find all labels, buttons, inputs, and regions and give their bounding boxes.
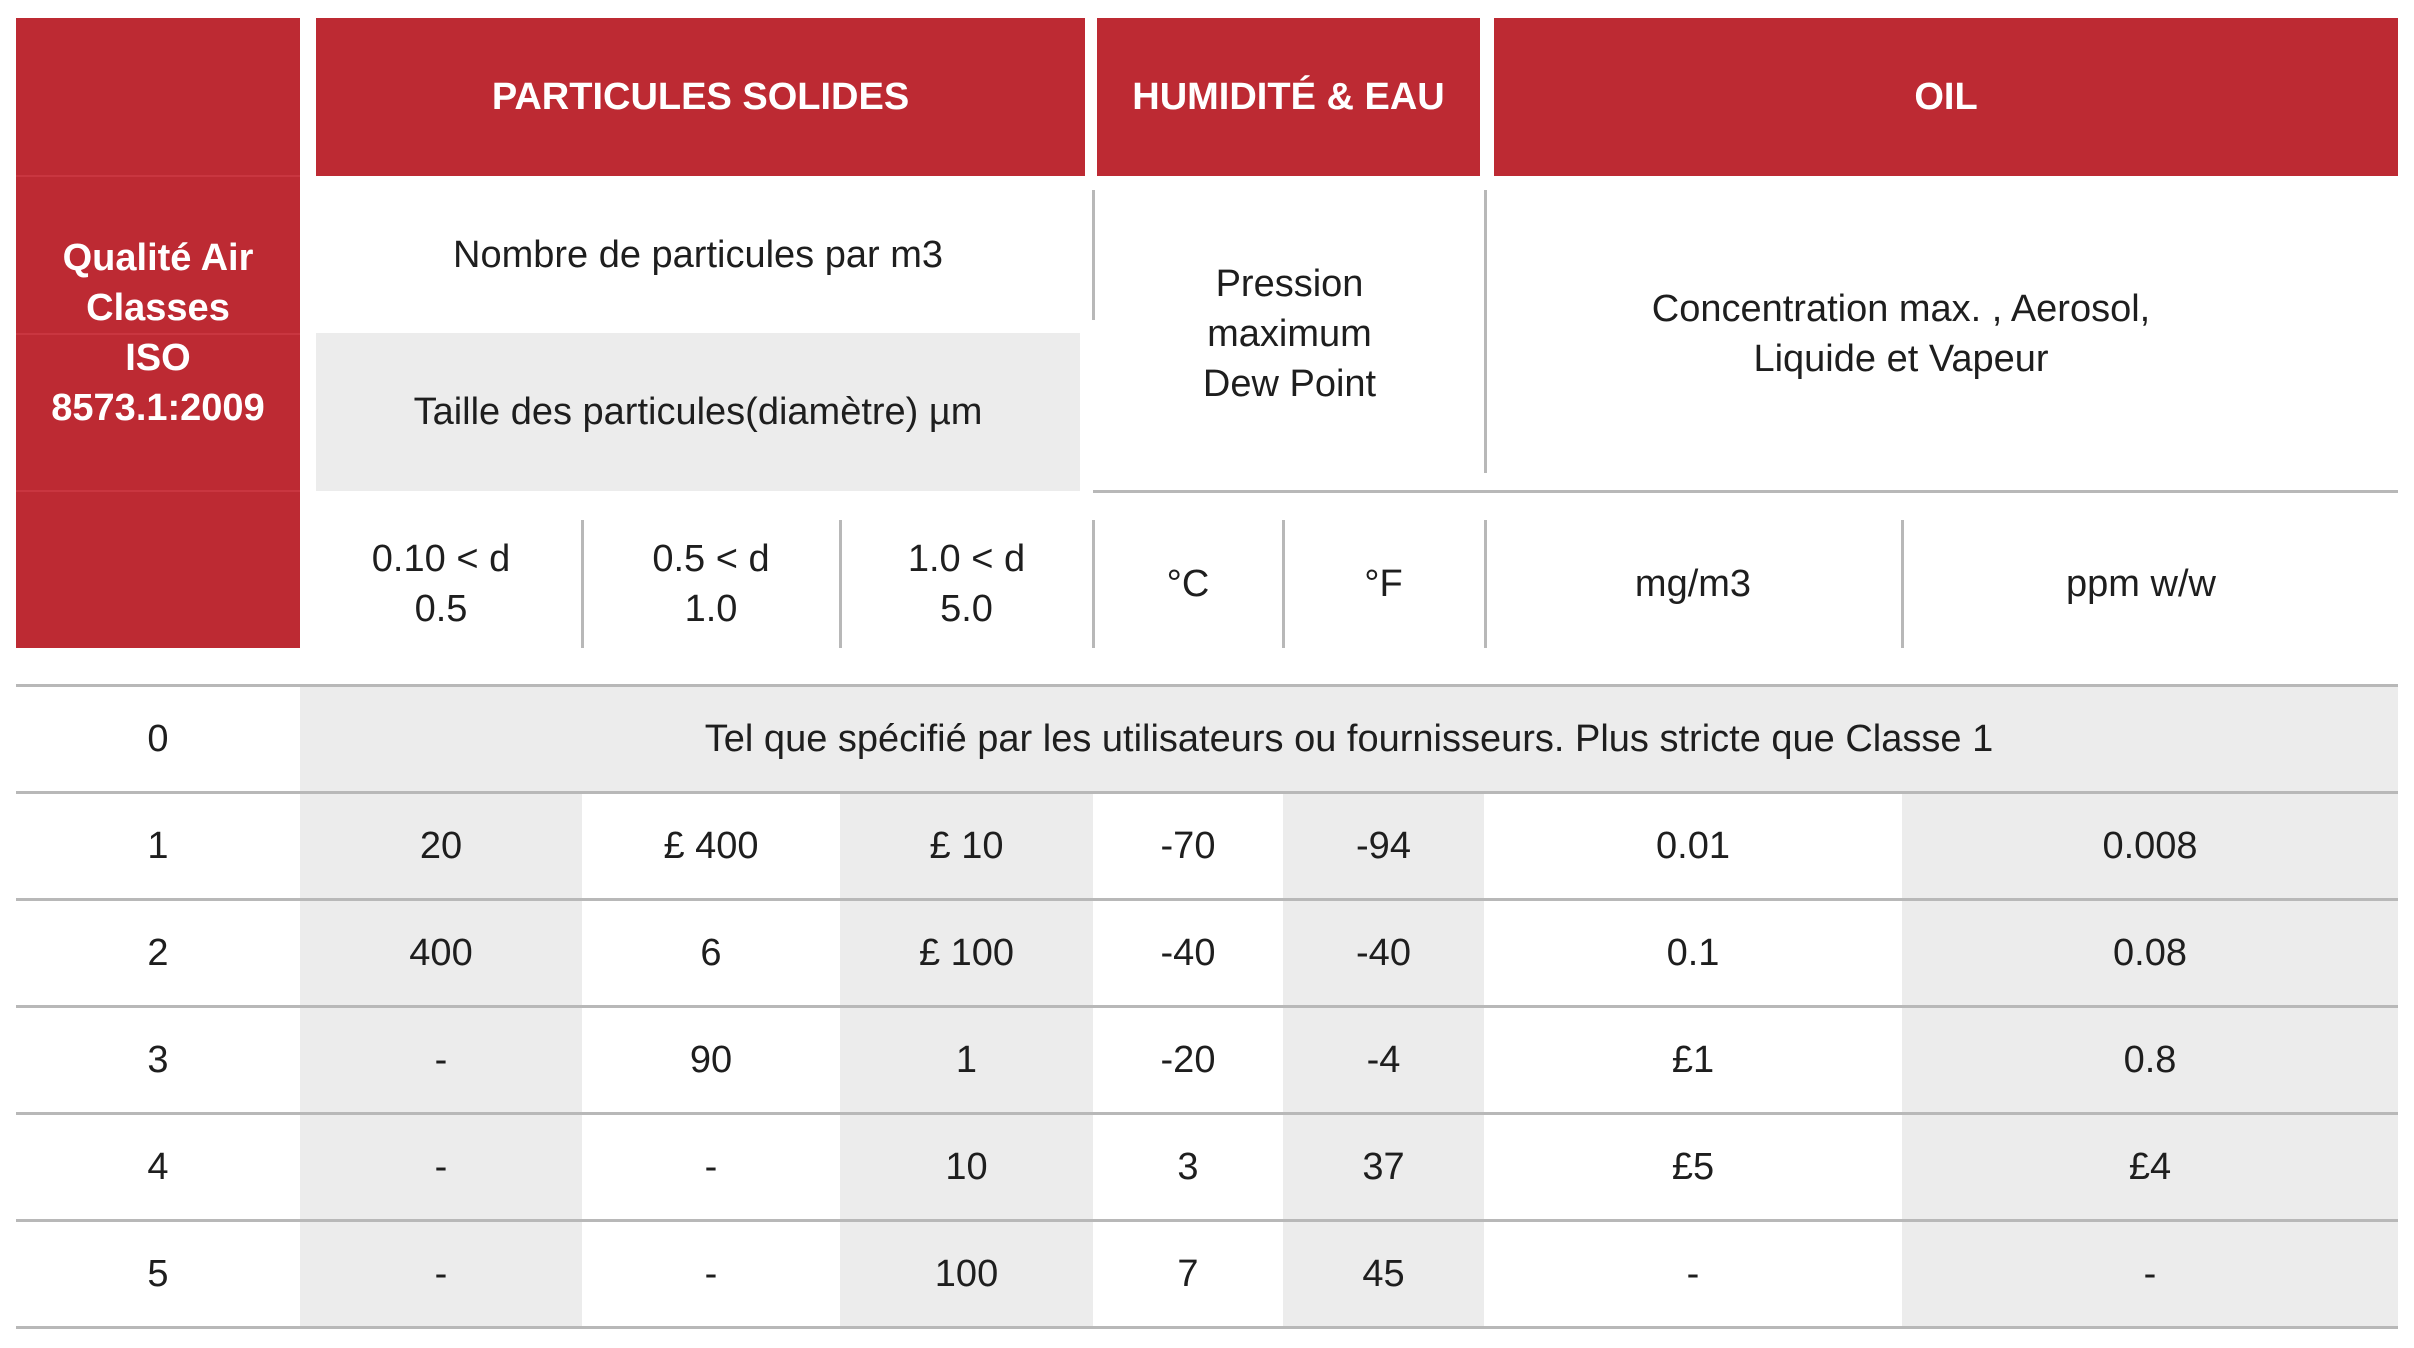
unit-text: 0.10 < d 0.5	[371, 538, 511, 630]
cell-particles-0.5	[582, 1115, 840, 1219]
cell-particles-1.0	[840, 794, 1093, 898]
cell-particles-1.0	[840, 901, 1093, 1005]
cell-particles-0.5	[582, 901, 840, 1005]
cell-text: -	[2143, 1252, 2157, 1295]
cell-text: £4	[2128, 1145, 2172, 1188]
cell-text: £ 100	[918, 931, 1015, 974]
cell-particles-0.1	[300, 1222, 582, 1326]
header-quality-class-text: Qualité Air Classes ISO 8573.1:2009	[51, 237, 265, 429]
cell-text: 90	[689, 1038, 733, 1081]
cell-mg-m3	[1484, 1222, 1902, 1326]
cell-text: 20	[419, 824, 463, 867]
class-label	[16, 794, 300, 898]
cell-fahrenheit	[1283, 1115, 1484, 1219]
unit-text: 0.5 < d 1.0	[652, 538, 770, 630]
particle-size-text: Taille des particules(diamètre) µm	[413, 391, 983, 433]
cell-ppm	[1902, 1115, 2398, 1219]
table-row	[16, 901, 2398, 1005]
unit-divider	[581, 520, 584, 648]
unit-divider	[839, 520, 842, 648]
cell-text: -	[434, 1145, 448, 1188]
cell-text: 37	[1362, 1145, 1405, 1188]
cell-text: £5	[1671, 1145, 1715, 1188]
header-col1-divider	[16, 175, 300, 177]
cell-particles-1.0	[840, 1115, 1093, 1219]
cell-particles-0.5	[582, 1222, 840, 1326]
cell-text: 2	[147, 931, 169, 974]
cell-ppm	[1902, 1222, 2398, 1326]
cell-celsius	[1093, 1115, 1283, 1219]
cell-fahrenheit	[1283, 1008, 1484, 1112]
table-row	[16, 1222, 2398, 1326]
cell-fahrenheit	[1283, 1222, 1484, 1326]
cell-text: -40	[1356, 931, 1411, 974]
oil-concentration-text: Concentration max. , Aerosol, Liquide et Vapeur	[1651, 287, 2151, 380]
unit-ppm	[1902, 520, 2380, 648]
class-0-description-text: Tel que spécifié par les utilisateurs ou fournisseurs. Plus stricte que Classe 1	[704, 717, 1994, 760]
cell-celsius	[1093, 1222, 1283, 1326]
header-humidite-eau	[1097, 18, 1480, 176]
cell-text: -70	[1160, 824, 1216, 867]
cell-particles-0.1	[300, 1115, 582, 1219]
cell-text: £ 10	[929, 824, 1004, 867]
cell-text: 0.8	[2123, 1038, 2177, 1081]
cell-text: 0.01	[1656, 824, 1730, 867]
cell-text: 5	[147, 1252, 169, 1295]
cell-text: 1	[955, 1038, 978, 1081]
header-col1-divider	[16, 333, 300, 335]
class-label-text: 0	[147, 717, 169, 760]
header-particules-solides	[316, 18, 1085, 176]
unit-divider	[1282, 520, 1285, 648]
unit-celsius	[1093, 520, 1283, 648]
cell-text: 45	[1362, 1252, 1405, 1295]
cell-text: 0.008	[2102, 824, 2198, 867]
cell-text: 3	[1177, 1145, 1199, 1188]
cell-text: -	[1686, 1252, 1700, 1295]
particle-count-text: Nombre de particules par m3	[453, 233, 943, 276]
cell-text: -	[434, 1252, 448, 1295]
cell-text: -	[704, 1145, 718, 1188]
cell-text: 0.1	[1666, 931, 1720, 974]
cell-ppm	[1902, 794, 2398, 898]
unit-text: mg/m3	[1634, 563, 1752, 605]
header-oil	[1494, 18, 2398, 176]
cell-mg-m3	[1484, 1115, 1902, 1219]
unit-divider	[1092, 520, 1095, 648]
unit-text: 1.0 < d 5.0	[907, 538, 1026, 630]
row-rule	[16, 1326, 2398, 1329]
cell-celsius	[1093, 901, 1283, 1005]
unit-text: °C	[1166, 563, 1210, 605]
cell-text: £ 400	[663, 824, 759, 867]
cell-text: 0.08	[2113, 931, 2187, 974]
unit-fahrenheit	[1283, 520, 1484, 648]
cell-text: £1	[1671, 1038, 1715, 1081]
cell-text: 1	[147, 824, 169, 867]
cell-text: -	[434, 1038, 448, 1081]
cell-text: -4	[1366, 1038, 1401, 1081]
cell-particles-0.5	[582, 794, 840, 898]
oil-concentration-label	[1488, 176, 2314, 491]
header-divider	[1093, 490, 2398, 493]
class-0-description	[300, 687, 2398, 791]
header-divider	[1092, 190, 1095, 320]
particle-count-label	[316, 176, 1080, 333]
cell-particles-0.1	[300, 794, 582, 898]
table-row	[16, 794, 2398, 898]
header-oil-text: OIL	[1914, 75, 1978, 118]
unit-1.0-5.0	[840, 520, 1093, 648]
cell-particles-1.0	[840, 1008, 1093, 1112]
cell-text: 10	[945, 1145, 988, 1188]
cell-particles-1.0	[840, 1222, 1093, 1326]
cell-ppm	[1902, 901, 2398, 1005]
cell-text: 3	[147, 1038, 169, 1081]
header-humidite-eau-text: HUMIDITÉ & EAU	[1132, 75, 1445, 118]
cell-text: 400	[409, 931, 473, 974]
unit-0.5-1.0	[582, 520, 840, 648]
class-label	[16, 901, 300, 1005]
unit-divider	[1901, 520, 1904, 648]
class-0-label	[16, 687, 300, 791]
particle-size-label	[316, 333, 1080, 491]
dew-point-label	[1093, 176, 1486, 491]
cell-text: 100	[934, 1252, 999, 1295]
cell-text: -20	[1160, 1038, 1216, 1081]
header-particules-solides-text: PARTICULES SOLIDES	[491, 75, 910, 118]
cell-celsius	[1093, 1008, 1283, 1112]
header-divider	[1484, 190, 1487, 473]
cell-particles-0.5	[582, 1008, 840, 1112]
class-label	[16, 1008, 300, 1112]
cell-mg-m3	[1484, 794, 1902, 898]
class-label	[16, 1115, 300, 1219]
cell-mg-m3	[1484, 901, 1902, 1005]
cell-ppm	[1902, 1008, 2398, 1112]
cell-text: -	[704, 1252, 718, 1295]
cell-fahrenheit	[1283, 794, 1484, 898]
cell-text: -94	[1356, 824, 1411, 867]
table-row	[16, 1115, 2398, 1219]
cell-mg-m3	[1484, 1008, 1902, 1112]
unit-mg-m3	[1484, 520, 1902, 648]
header-col1-divider	[16, 490, 300, 492]
cell-text: 7	[1177, 1252, 1199, 1295]
cell-particles-0.1	[300, 1008, 582, 1112]
cell-text: 4	[147, 1145, 169, 1188]
cell-celsius	[1093, 794, 1283, 898]
table-row	[16, 1008, 2398, 1112]
unit-divider	[1484, 520, 1487, 648]
cell-fahrenheit	[1283, 901, 1484, 1005]
cell-text: -40	[1160, 931, 1216, 974]
cell-text: 6	[700, 931, 722, 974]
unit-0.10-0.5	[300, 520, 582, 648]
class-label	[16, 1222, 300, 1326]
unit-text: ppm w/w	[2066, 563, 2216, 605]
dew-point-text: Pression maximum Dew Point	[1202, 262, 1377, 405]
unit-text: °F	[1364, 563, 1403, 605]
cell-particles-0.1	[300, 901, 582, 1005]
